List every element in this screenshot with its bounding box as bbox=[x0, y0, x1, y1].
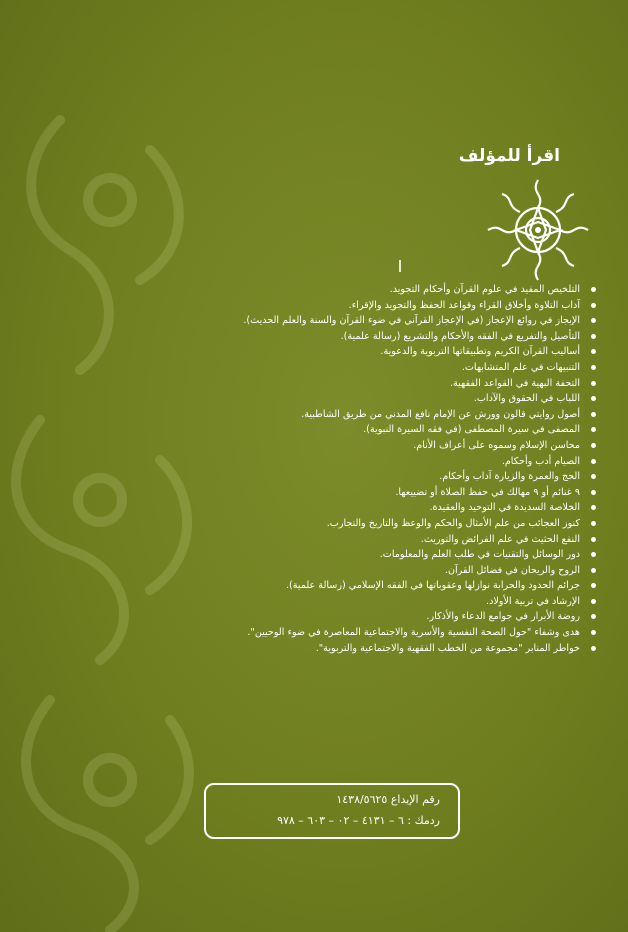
list-item bbox=[38, 454, 598, 470]
list-item bbox=[38, 313, 598, 329]
list-item bbox=[38, 360, 598, 376]
book-title: جرائم الحدود والحرابة نوازلها وعقوباتها في الفقه الإسلامي (رسالة علمية). bbox=[285, 580, 580, 592]
list-item bbox=[38, 391, 598, 407]
bullet-icon bbox=[591, 303, 596, 308]
bullet-icon bbox=[591, 443, 596, 448]
author-books-list bbox=[38, 282, 598, 656]
bullet-icon bbox=[591, 396, 596, 401]
book-title: محاسن الإسلام وسموه على أعراف الأنام. bbox=[413, 439, 580, 451]
bullet-icon bbox=[591, 334, 596, 339]
book-title: خواطر المنابر "مجموعة من الخطب الفقهية والاجتماعية والتربوية". bbox=[315, 642, 580, 654]
bullet-icon bbox=[591, 583, 596, 588]
book-title: الصيام أدب وأحكام. bbox=[501, 455, 580, 467]
book-title: التأصيل والتفريع في الفقه والأحكام والتشريع (رسالة علمية). bbox=[340, 330, 580, 342]
book-title: المصفى في سيرة المصطفى (في فقه السيرة النبوية). bbox=[363, 424, 580, 436]
bullet-icon bbox=[591, 349, 596, 354]
list-item bbox=[38, 532, 598, 548]
bullet-icon bbox=[591, 427, 596, 432]
bullet-icon bbox=[591, 521, 596, 526]
list-item bbox=[38, 500, 598, 516]
bullet-icon bbox=[591, 412, 596, 417]
list-item bbox=[38, 641, 598, 657]
list-item bbox=[38, 578, 598, 594]
bullet-icon bbox=[591, 381, 596, 386]
list-item bbox=[38, 282, 598, 298]
arabesque-medallion-icon bbox=[484, 176, 592, 284]
list-item bbox=[38, 469, 598, 485]
book-title: التلخيص المفيد في علوم القرآن وأحكام التجويد. bbox=[389, 284, 580, 295]
list-item bbox=[38, 625, 598, 641]
list-item bbox=[38, 516, 598, 532]
book-title: أساليب القرآن الكريم وتطبيقاتها التربوية والدعوية. bbox=[380, 346, 580, 358]
legal-deposit-box bbox=[204, 783, 460, 839]
bullet-icon bbox=[591, 459, 596, 464]
list-item bbox=[38, 563, 598, 579]
list-item bbox=[38, 344, 598, 360]
list-item bbox=[38, 329, 598, 345]
list-item bbox=[38, 547, 598, 563]
author-books-heading: اقرأ للمؤلف bbox=[458, 146, 560, 166]
book-title: أصول روايتي قالون وورش عن الإمام نافع المدني من طريق الشاطبية. bbox=[301, 408, 580, 420]
list-item bbox=[38, 609, 598, 625]
bullet-icon bbox=[591, 568, 596, 573]
divider-mark bbox=[399, 260, 401, 272]
book-title: الروح والريحان في فضائل القرآن. bbox=[444, 564, 580, 576]
book-title: دور الوسائل والتقنيات في طلب العلم والمعلومات. bbox=[379, 549, 580, 561]
book-title: النفع الحثيث في علم الفرائض والتوريث. bbox=[420, 533, 580, 545]
book-title: آداب التلاوة وأخلاق القراء وقواعد الحفظ والتجويد والإقراء. bbox=[348, 299, 580, 311]
isbn-number: ردمك : ٦ – ٤١٣١ – ٠٢ – ٦٠٣ – ٩٧٨ bbox=[277, 814, 440, 827]
book-title: روضة الأبرار في جوامع الدعاء والأذكار. bbox=[426, 611, 580, 623]
list-item bbox=[38, 485, 598, 501]
bullet-icon bbox=[591, 552, 596, 557]
bullet-icon bbox=[591, 474, 596, 479]
bullet-icon bbox=[591, 537, 596, 542]
bullet-icon bbox=[591, 599, 596, 604]
book-title: الحج والعمرة والزيارة آداب وأحكام. bbox=[439, 471, 580, 483]
bullet-icon bbox=[591, 630, 596, 635]
list-item bbox=[38, 438, 598, 454]
bullet-icon bbox=[591, 490, 596, 495]
deposit-number: رقم الإيداع ١٤٣٨/٥٦٢٥ bbox=[336, 793, 440, 806]
book-title: الإرشاد في تربية الأولاد. bbox=[486, 595, 580, 607]
bullet-icon bbox=[591, 614, 596, 619]
list-item bbox=[38, 422, 598, 438]
bullet-icon bbox=[591, 287, 596, 292]
book-title: الإيجاز في روائع الإعجاز (في الإعجاز القرآني في ضوء القرآن والسنة والعلم الحديث). bbox=[243, 315, 580, 327]
bullet-icon bbox=[591, 646, 596, 651]
bullet-icon bbox=[591, 505, 596, 510]
list-item bbox=[38, 376, 598, 392]
book-title: هدى وشفاء "حول الصحة النفسية والأسرية والاجتماعية المعاصرة في ضوء الوحيين". bbox=[247, 627, 580, 639]
book-title: التحفة البهية في القواعد الفقهية. bbox=[449, 377, 580, 389]
bullet-icon bbox=[591, 318, 596, 323]
list-item bbox=[38, 298, 598, 314]
list-item bbox=[38, 594, 598, 610]
book-title: ٩ غنائم أو ٩ مهالك في حفظ الصلاة أو تضييعها. bbox=[395, 486, 580, 498]
book-title: التنبيهات في علم المتشابهات. bbox=[461, 361, 580, 373]
book-title: الخلاصة السديدة في التوحيد والعقيدة. bbox=[429, 502, 580, 514]
bullet-icon bbox=[591, 365, 596, 370]
book-title: اللباب في الحقوق والآداب. bbox=[473, 393, 580, 405]
book-title: كنوز العجائب من علم الأمثال والحكم والوعظ والتاريخ والتجارب. bbox=[326, 517, 580, 529]
list-item bbox=[38, 407, 598, 423]
